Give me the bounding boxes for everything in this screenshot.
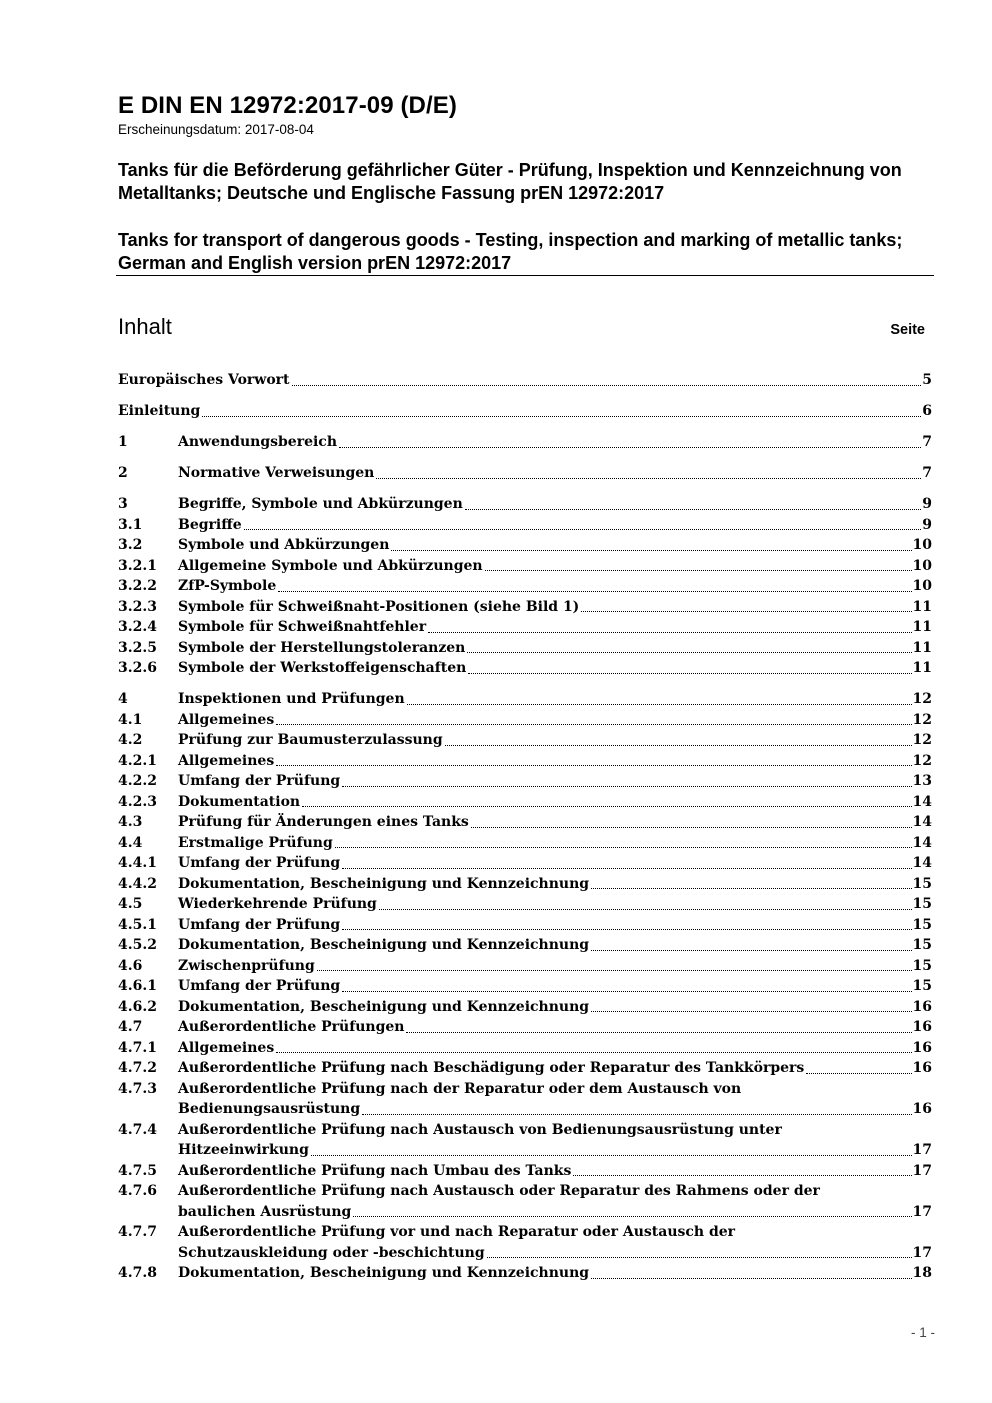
toc-entry-page: 15 xyxy=(912,896,932,912)
toc-entry-title-continued: Hitzeeinwirkung xyxy=(178,1142,309,1158)
toc-entry-title: Inspektionen und Prüfungen xyxy=(178,691,405,707)
toc-entry[interactable] xyxy=(118,976,932,997)
toc-entry-page: 17 xyxy=(912,1142,932,1158)
toc-dot-leader xyxy=(581,611,911,612)
toc-entry-number: 4.7.2 xyxy=(118,1060,157,1076)
title-divider xyxy=(116,275,934,276)
toc-entry-number: 4 xyxy=(118,691,128,707)
toc-entry-number: 4.4.1 xyxy=(118,855,157,871)
toc-entry-page: 5 xyxy=(922,372,932,388)
toc-dot-leader xyxy=(311,1155,912,1156)
toc-entry-page: 13 xyxy=(912,773,932,789)
toc-entry[interactable] xyxy=(118,638,932,659)
toc-dot-leader xyxy=(302,806,911,807)
toc-entry-number: 3.2 xyxy=(118,537,143,553)
toc-entry[interactable] xyxy=(118,494,932,515)
toc-entry-number: 4.6.1 xyxy=(118,978,157,994)
toc-dot-leader xyxy=(376,478,921,479)
toc-dot-leader xyxy=(471,827,912,828)
toc-entry-title: Allgemeine Symbole und Abkürzungen xyxy=(178,557,483,574)
toc-entry-page: 11 xyxy=(912,639,932,656)
toc-entry-number: 4.2.1 xyxy=(118,752,157,769)
toc-entry[interactable] xyxy=(118,370,932,391)
toc-dot-leader xyxy=(487,1257,912,1258)
title-english: Tanks for transport of dangerous goods - Testing, inspection and marking of metallic tanks; German and English version prEN 12972:2017 xyxy=(118,230,903,273)
toc-entry-page: 16 xyxy=(912,1060,932,1076)
toc-entry-title: Umfang der Prüfung xyxy=(178,773,341,789)
toc-entry[interactable] xyxy=(118,617,932,638)
toc-dot-leader xyxy=(465,509,921,510)
toc-entry[interactable] xyxy=(118,710,932,731)
toc-entry-title: Symbole und Abkürzungen xyxy=(178,537,390,553)
toc-entry-number: 3.1 xyxy=(118,516,143,533)
toc-entry-title: Dokumentation, Bescheinigung und Kennzeichnung xyxy=(178,998,590,1015)
toc-entry-title: Umfang der Prüfung xyxy=(178,855,341,871)
toc-entry[interactable] xyxy=(118,556,932,577)
toc-entry[interactable] xyxy=(118,792,932,813)
toc-entry[interactable] xyxy=(118,535,932,556)
toc-entry[interactable] xyxy=(118,730,932,751)
toc-entry[interactable] xyxy=(118,1181,932,1222)
toc-entry-page: 10 xyxy=(912,537,932,553)
toc-entry-title: Zwischenprüfung xyxy=(178,957,315,974)
toc-entry[interactable] xyxy=(118,689,932,710)
toc-entry-number: 4.6 xyxy=(118,957,143,974)
toc-entry[interactable] xyxy=(118,812,932,833)
toc-dot-leader xyxy=(342,786,911,787)
toc-entry[interactable] xyxy=(118,874,932,895)
toc-entry-title: Symbole der Werkstoffeigenschaften xyxy=(178,660,467,676)
toc-entry[interactable] xyxy=(118,401,932,422)
toc-entry-title: Umfang der Prüfung xyxy=(178,916,341,933)
toc-entry-page: 11 xyxy=(912,598,932,615)
toc-entry-title: Umfang der Prüfung xyxy=(178,978,341,994)
toc-entry-page: 16 xyxy=(912,1019,932,1035)
toc-entry[interactable] xyxy=(118,432,932,453)
toc-dot-leader xyxy=(353,1216,911,1217)
table-of-contents xyxy=(118,370,932,1284)
toc-entry-page: 14 xyxy=(912,855,932,871)
toc-entry-title: Außerordentliche Prüfung vor und nach Reparatur oder Austausch der xyxy=(178,1224,736,1240)
toc-entry-page: 9 xyxy=(922,516,932,533)
toc-entry-page: 10 xyxy=(912,557,932,574)
toc-entry[interactable] xyxy=(118,1058,932,1079)
toc-entry-page: 11 xyxy=(912,660,932,676)
toc-dot-leader xyxy=(591,888,911,889)
toc-entry-number: 4.7.7 xyxy=(118,1224,157,1240)
toc-entry-number: 4.2.2 xyxy=(118,773,157,789)
toc-dot-leader xyxy=(335,847,912,848)
toc-entry-title: Symbole der Herstellungstoleranzen xyxy=(178,639,466,656)
toc-entry[interactable] xyxy=(118,1038,932,1059)
toc-dot-leader xyxy=(276,765,911,766)
toc-entry-title: Wiederkehrende Prüfung xyxy=(178,896,377,912)
toc-entry-number: 4.7.1 xyxy=(118,1039,157,1056)
toc-entry[interactable] xyxy=(118,463,932,484)
page-number: - 1 - xyxy=(910,1325,935,1340)
toc-page-column-label: Seite xyxy=(890,322,925,338)
toc-dot-leader xyxy=(342,991,911,992)
toc-entry-page: 6 xyxy=(922,403,932,419)
toc-entry[interactable] xyxy=(118,1263,932,1284)
toc-entry-title: Dokumentation, Bescheinigung und Kennzeichnung xyxy=(178,1265,590,1281)
toc-entry-page: 16 xyxy=(912,998,932,1015)
toc-entry-page: 14 xyxy=(912,793,932,810)
toc-entry-page: 14 xyxy=(912,834,932,851)
toc-entry-title: Symbole für Schweißnaht-Positionen (siehe Bild 1) xyxy=(178,598,580,615)
toc-entry-page: 17 xyxy=(912,1162,932,1179)
toc-entry-number: 4.7.6 xyxy=(118,1183,157,1199)
toc-entry-number: 4.7.3 xyxy=(118,1080,157,1097)
toc-dot-leader xyxy=(406,1032,911,1033)
toc-dot-leader xyxy=(202,416,921,417)
toc-dot-leader xyxy=(342,929,911,930)
toc-entry-page: 14 xyxy=(912,814,932,830)
title-german: Tanks für die Beförderung gefährlicher Güter - Prüfung, Inspektion und Kennzeichnung von Metalltanks; Deutsche und Englische Fassung prEN 12972:2017 xyxy=(118,160,902,203)
toc-entry-number: 4.5 xyxy=(118,896,143,912)
toc-entry-page: 12 xyxy=(912,711,932,728)
toc-entry-number: 2 xyxy=(118,465,128,481)
toc-entry[interactable] xyxy=(118,1222,932,1263)
toc-entry-title: Anwendungsbereich xyxy=(178,434,337,450)
toc-entry-number: 4.6.2 xyxy=(118,998,157,1015)
toc-entry-number: 4.4 xyxy=(118,834,143,851)
toc-dot-leader xyxy=(591,1278,911,1279)
toc-dot-leader xyxy=(573,1175,911,1176)
toc-entry-title: Außerordentliche Prüfung nach Austausch oder Reparatur des Rahmens oder der xyxy=(178,1183,820,1199)
toc-entry-page: 16 xyxy=(912,1101,932,1117)
toc-entry[interactable] xyxy=(118,997,932,1018)
toc-entry-page: 10 xyxy=(912,578,932,594)
toc-entry-number: 4.2.3 xyxy=(118,793,157,810)
toc-entry[interactable] xyxy=(118,751,932,772)
toc-entry-page: 17 xyxy=(912,1203,932,1220)
toc-entry-title: Prüfung zur Baumusterzulassung xyxy=(178,732,443,748)
toc-entry-title: Normative Verweisungen xyxy=(178,465,375,481)
toc-entry-page: 15 xyxy=(912,978,932,994)
toc-entry-title: Dokumentation xyxy=(178,793,301,810)
toc-entry[interactable] xyxy=(118,576,932,597)
toc-entry-number: 4.7.5 xyxy=(118,1162,157,1179)
toc-entry-title: Begriffe, Symbole und Abkürzungen xyxy=(178,496,463,512)
toc-entry-title: ZfP-Symbole xyxy=(178,578,277,594)
toc-entry-number: 3.2.6 xyxy=(118,660,157,676)
toc-entry-page: 18 xyxy=(912,1265,932,1281)
toc-entry-page: 15 xyxy=(912,957,932,974)
toc-dot-leader xyxy=(391,550,911,551)
toc-entry-number: 4.4.2 xyxy=(118,875,157,892)
toc-entry-page: 7 xyxy=(922,434,932,450)
toc-entry-page: 16 xyxy=(912,1039,932,1056)
toc-entry-title: Allgemeines xyxy=(178,752,275,769)
toc-dot-leader xyxy=(445,745,912,746)
toc-dot-leader xyxy=(339,447,921,448)
toc-dot-leader xyxy=(244,529,922,530)
toc-entry-page: 7 xyxy=(922,465,932,481)
toc-entry-title: Erstmalige Prüfung xyxy=(178,834,333,851)
toc-entry-number: 3 xyxy=(118,496,128,512)
toc-entry-title: Begriffe xyxy=(178,516,242,533)
toc-dot-leader xyxy=(467,652,911,653)
toc-dot-leader xyxy=(342,868,911,869)
toc-entry[interactable] xyxy=(118,956,932,977)
toc-entry-title: Außerordentliche Prüfung nach Beschädigung oder Reparatur des Tankkörpers xyxy=(178,1060,805,1076)
toc-entry[interactable] xyxy=(118,1161,932,1182)
toc-heading: Inhalt xyxy=(118,314,172,339)
toc-entry-title: Dokumentation, Bescheinigung und Kennzeichnung xyxy=(178,875,590,892)
toc-entry[interactable] xyxy=(118,658,932,679)
toc-dot-leader xyxy=(362,1114,911,1115)
toc-entry[interactable] xyxy=(118,915,932,936)
toc-entry-title: Symbole für Schweißnahtfehler xyxy=(178,619,427,635)
toc-entry[interactable] xyxy=(118,1120,932,1161)
toc-entry[interactable] xyxy=(118,1079,932,1120)
toc-entry-title: Allgemeines xyxy=(178,1039,275,1056)
toc-dot-leader xyxy=(468,673,911,674)
toc-entry-page: 15 xyxy=(912,916,932,933)
toc-entry-number: 3.2.1 xyxy=(118,557,157,574)
toc-dot-leader xyxy=(276,1052,911,1053)
toc-entry-title: Dokumentation, Bescheinigung und Kennzeichnung xyxy=(178,937,590,953)
toc-entry-title: Außerordentliche Prüfung nach Umbau des Tanks xyxy=(178,1162,572,1179)
toc-entry-page: 9 xyxy=(922,496,932,512)
toc-entry-page: 15 xyxy=(912,937,932,953)
toc-entry[interactable] xyxy=(118,833,932,854)
toc-entry-number: 3.2.2 xyxy=(118,578,157,594)
toc-entry-title: Außerordentliche Prüfungen xyxy=(178,1019,405,1035)
toc-dot-leader xyxy=(485,570,912,571)
toc-entry-number: 4.5.2 xyxy=(118,937,157,953)
toc-entry-page: 12 xyxy=(912,752,932,769)
toc-entry-page: 17 xyxy=(912,1244,932,1261)
toc-entry-title: Außerordentliche Prüfung nach der Reparatur oder dem Austausch von xyxy=(178,1080,742,1097)
toc-entry-title: Europäisches Vorwort xyxy=(118,372,290,388)
toc-entry-page: 12 xyxy=(912,691,932,707)
toc-entry[interactable] xyxy=(118,515,932,536)
toc-entry-number: 3.2.3 xyxy=(118,598,157,615)
toc-dot-leader xyxy=(278,591,911,592)
toc-entry-title-continued: Bedienungsausrüstung xyxy=(178,1101,361,1117)
toc-entry-number: 4.2 xyxy=(118,732,143,748)
toc-entry[interactable] xyxy=(118,894,932,915)
toc-dot-leader xyxy=(407,704,912,705)
toc-dot-leader xyxy=(591,950,911,951)
toc-entry-title-continued: Schutzauskleidung oder -beschichtung xyxy=(178,1244,485,1261)
toc-entry-title: Prüfung für Änderungen eines Tanks xyxy=(178,814,469,830)
toc-entry-number: 4.1 xyxy=(118,711,143,728)
toc-entry-page: 15 xyxy=(912,875,932,892)
toc-entry-number: 1 xyxy=(118,434,128,450)
toc-entry[interactable] xyxy=(118,1017,932,1038)
toc-entry[interactable] xyxy=(118,771,932,792)
toc-entry-title: Allgemeines xyxy=(178,711,275,728)
toc-entry-title: Einleitung xyxy=(118,403,201,419)
toc-entry-number: 4.7.4 xyxy=(118,1121,157,1138)
toc-entry-number: 3.2.4 xyxy=(118,619,157,635)
toc-dot-leader xyxy=(379,909,912,910)
toc-entry-page: 11 xyxy=(912,619,932,635)
toc-dot-leader xyxy=(428,632,911,633)
toc-dot-leader xyxy=(276,724,911,725)
toc-entry-title-continued: baulichen Ausrüstung xyxy=(178,1203,352,1220)
toc-entry[interactable] xyxy=(118,935,932,956)
toc-dot-leader xyxy=(591,1011,911,1012)
toc-entry-title: Außerordentliche Prüfung nach Austausch von Bedienungsausrüstung unter xyxy=(178,1121,782,1138)
toc-dot-leader xyxy=(292,385,922,386)
toc-entry-number: 4.5.1 xyxy=(118,916,157,933)
toc-entry-number: 4.7.8 xyxy=(118,1265,157,1281)
toc-entry[interactable] xyxy=(118,597,932,618)
toc-entry[interactable] xyxy=(118,853,932,874)
toc-entry-page: 12 xyxy=(912,732,932,748)
toc-dot-leader xyxy=(806,1073,911,1074)
toc-entry-number: 3.2.5 xyxy=(118,639,157,656)
toc-dot-leader xyxy=(317,970,912,971)
publication-date: Erscheinungsdatum: 2017-08-04 xyxy=(118,122,314,137)
toc-entry-number: 4.7 xyxy=(118,1019,143,1035)
toc-entry-number: 4.3 xyxy=(118,814,143,830)
standard-designation: E DIN EN 12972:2017-09 (D/E) xyxy=(118,92,457,119)
